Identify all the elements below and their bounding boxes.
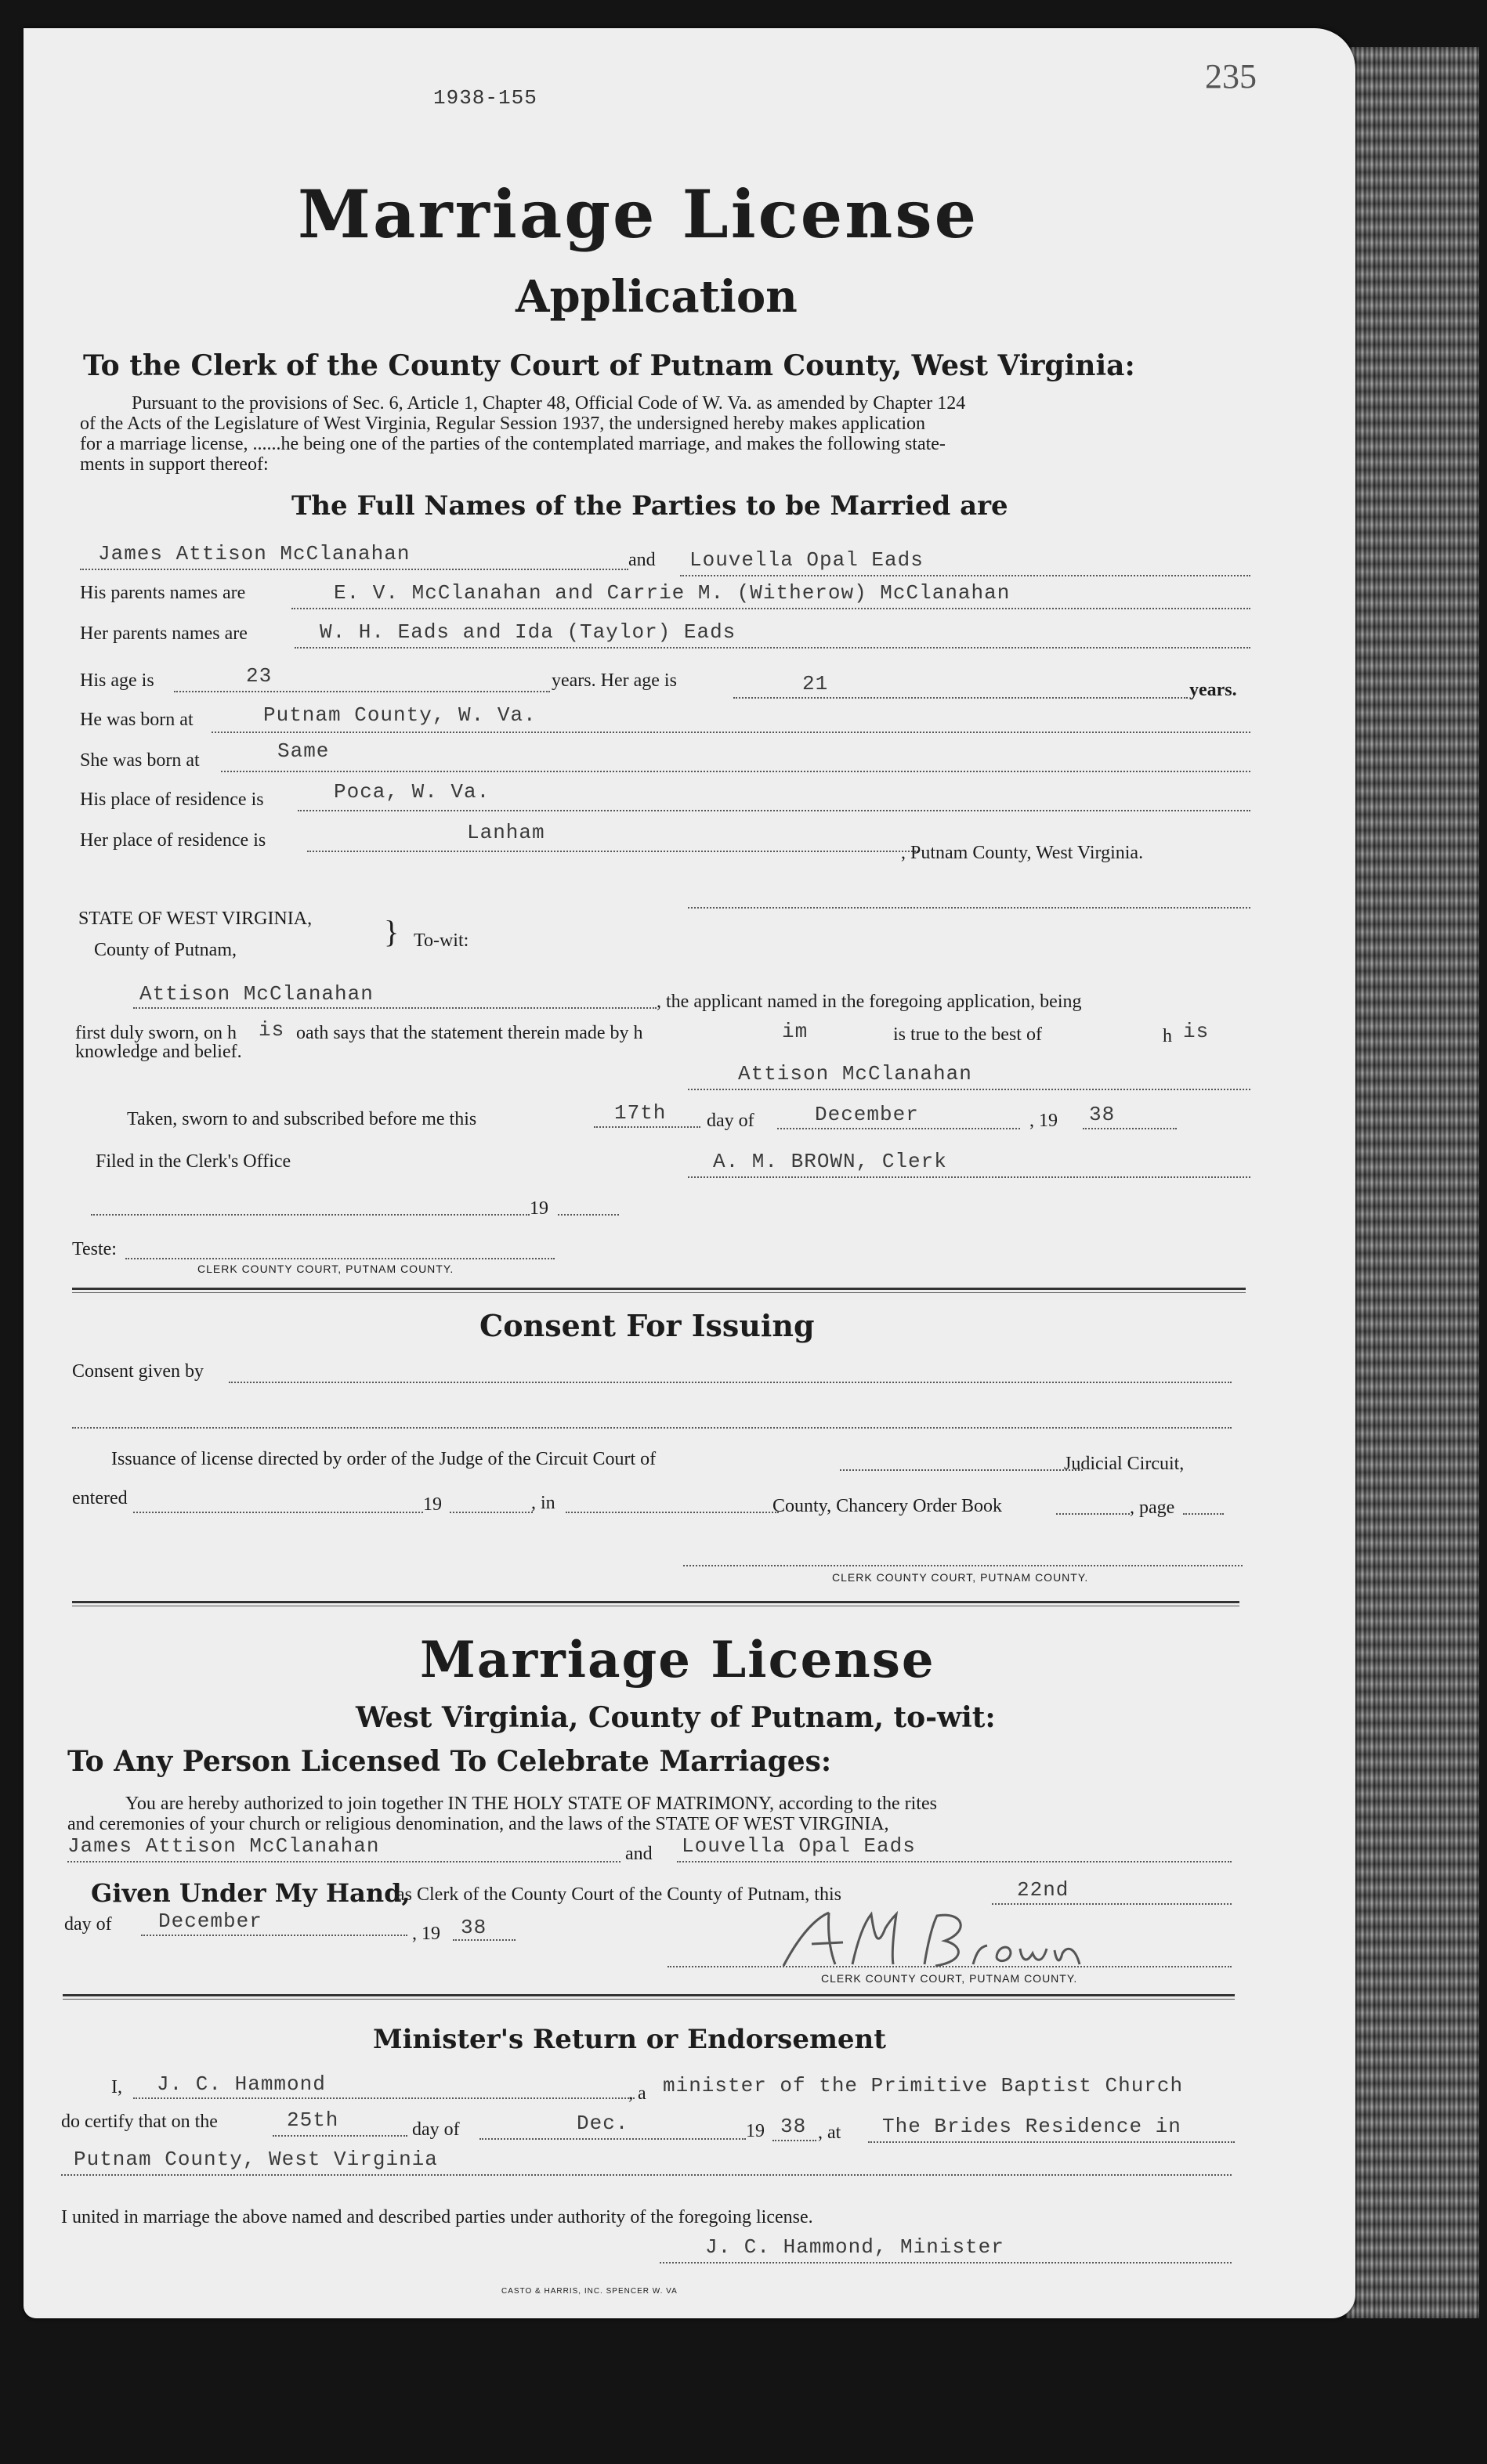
register-number: 1938-155 xyxy=(433,86,537,110)
applicant-signature-line xyxy=(688,1089,1250,1090)
oath-line-2d: im xyxy=(782,1020,809,1043)
minister-signature: J. C. Hammond, Minister xyxy=(705,2235,1004,2259)
oath-line-3: knowledge and belief. xyxy=(75,1042,242,1062)
minister-month: Dec. xyxy=(577,2112,629,2135)
certify-label: do certify that on the xyxy=(61,2112,218,2132)
county-book-label: County, Chancery Order Book xyxy=(772,1496,1003,1516)
section-divider-3 xyxy=(63,1994,1235,2000)
state-line: STATE OF WEST VIRGINIA, xyxy=(78,909,313,929)
minister-month-line xyxy=(479,2138,746,2140)
license-bride: Louvella Opal Eads xyxy=(682,1834,916,1858)
his-residence-label: His place of residence is xyxy=(80,789,264,810)
his-age-value: 23 xyxy=(246,664,273,688)
in-label: , in xyxy=(531,1493,555,1513)
filed-nineteen: 19 xyxy=(530,1198,548,1219)
entered-date-line xyxy=(133,1512,423,1513)
sworn-day: 17th xyxy=(614,1101,667,1125)
consent-extra-line xyxy=(72,1427,1232,1429)
issuance-label: Issuance of license directed by order of the Judge of the Circuit Court of xyxy=(111,1449,657,1469)
she-born-line xyxy=(221,771,1250,772)
consent-clerk-line xyxy=(683,1565,1243,1566)
oath-line-2g: is xyxy=(1183,1020,1210,1043)
clerk-address: To the Clerk of the County Court of Putnam County, West Virginia: xyxy=(83,349,1135,382)
her-residence-value: Lanham xyxy=(467,821,545,844)
minister-role: minister of the Primitive Baptist Church xyxy=(663,2074,1184,2097)
preamble-line-1: Pursuant to the provisions of Sec. 6, Article 1, Chapter 48, Official Code of W. Va. as amended by Chapter 124 xyxy=(132,393,966,414)
entered-label: entered xyxy=(72,1488,128,1508)
parties-heading: The Full Names of the Parties to be Married are xyxy=(291,490,1008,522)
her-age-label: years. Her age is xyxy=(552,670,677,691)
given-month: December xyxy=(158,1909,262,1933)
page-line xyxy=(1183,1513,1224,1515)
her-residence-label: Her place of residence is xyxy=(80,830,266,851)
her-age-line xyxy=(733,697,1188,699)
she-born-value: Same xyxy=(277,739,330,763)
entered-year-line xyxy=(450,1512,533,1513)
book-line xyxy=(1056,1513,1130,1515)
years-label: years. xyxy=(1189,680,1237,700)
oath-line-1: , the applicant named in the foregoing application, being xyxy=(657,992,1082,1012)
license-title: Marriage License xyxy=(420,1631,935,1689)
license-nineteen: , 19 xyxy=(412,1924,440,1944)
she-born-label: She was born at xyxy=(80,750,200,771)
applicant-line xyxy=(133,1007,657,1009)
entered-nineteen: 19 xyxy=(423,1494,442,1515)
license-groom-line xyxy=(67,1861,620,1862)
given-text: as Clerk of the County Court of the County of Putnam, this xyxy=(396,1884,841,1905)
his-age-line xyxy=(174,691,550,692)
consent-given-label: Consent given by xyxy=(72,1361,204,1382)
he-born-value: Putnam County, W. Va. xyxy=(263,703,537,727)
his-parents-label: His parents names are xyxy=(80,583,246,603)
license-address: To Any Person Licensed To Celebrate Marriages: xyxy=(67,1745,832,1778)
bride-name: Louvella Opal Eads xyxy=(689,548,924,572)
sworn-day-of-label: day of xyxy=(707,1111,754,1131)
page-number: 235 xyxy=(1205,57,1257,96)
county-line: County of Putnam, xyxy=(94,940,237,960)
preamble-line-2: of the Acts of the Legislature of West Virginia, Regular Session 1937, the undersigned hereby makes application xyxy=(80,414,926,434)
clerk-name-line xyxy=(688,1176,1250,1178)
applicant-signature: Attison McClanahan xyxy=(738,1062,972,1086)
book-page-edges-shading xyxy=(1346,47,1479,2318)
and-label: and xyxy=(628,550,656,570)
minister-place-line-1 xyxy=(868,2141,1235,2143)
oath-line-2f: h xyxy=(1163,1026,1172,1046)
he-born-label: He was born at xyxy=(80,710,194,730)
teste-clerk-caption: CLERK COUNTY COURT, PUTNAM COUNTY. xyxy=(197,1263,454,1275)
register-page xyxy=(24,28,1355,2318)
sworn-day-line xyxy=(594,1126,700,1128)
groom-name: James Attison McClanahan xyxy=(98,542,411,565)
given-under-hand: Given Under My Hand, xyxy=(91,1878,411,1908)
her-parents-value: W. H. Eads and Ida (Taylor) Eads xyxy=(320,620,736,644)
sworn-year-line xyxy=(1083,1128,1177,1129)
minister-place-1: The Brides Residence in xyxy=(882,2115,1181,2138)
consent-heading: Consent For Issuing xyxy=(479,1308,815,1343)
in-county-line xyxy=(566,1512,779,1513)
minister-place-2: Putnam County, West Virginia xyxy=(74,2148,438,2171)
minister-year-line xyxy=(772,2140,816,2141)
groom-name-line xyxy=(80,569,628,570)
oath-line-2c: oath says that the statement therein made by h xyxy=(296,1023,643,1043)
sworn-nineteen: , 19 xyxy=(1029,1111,1058,1131)
minister-nineteen: 19 xyxy=(746,2121,765,2141)
extra-residence-line xyxy=(688,907,1250,909)
minister-signature-line xyxy=(660,2262,1232,2263)
brace-mark: } xyxy=(384,914,400,949)
license-day-of-label: day of xyxy=(64,1914,112,1935)
clerk-name: A. M. BROWN, Clerk xyxy=(713,1150,947,1173)
section-divider-2 xyxy=(72,1601,1239,1606)
he-born-line xyxy=(212,732,1250,733)
oath-line-2e: is true to the best of xyxy=(893,1024,1042,1045)
sworn-month-line xyxy=(777,1128,1020,1129)
teste-line xyxy=(125,1258,555,1259)
minister-a-label: , a xyxy=(628,2083,646,2104)
oath-line-2a: first duly sworn, on h xyxy=(75,1023,237,1043)
his-residence-value: Poca, W. Va. xyxy=(334,780,490,804)
oath-line-2b: is xyxy=(259,1018,285,1042)
consent-clerk-caption: CLERK COUNTY COURT, PUTNAM COUNTY. xyxy=(832,1571,1089,1584)
license-and-label: and xyxy=(625,1844,653,1864)
given-year: 38 xyxy=(461,1916,487,1939)
judicial-circuit-label: Judicial Circuit, xyxy=(1064,1454,1185,1474)
preamble-line-4: ments in support thereof: xyxy=(80,454,269,475)
page-label: , page xyxy=(1130,1498,1175,1518)
his-parents-line xyxy=(291,608,1250,609)
license-body-1: You are hereby authorized to join together IN THE HOLY STATE OF MATRIMONY, according to the rites xyxy=(125,1794,937,1814)
section-divider-1 xyxy=(72,1288,1246,1293)
sworn-year: 38 xyxy=(1089,1103,1116,1126)
sworn-label: Taken, sworn to and subscribed before me this xyxy=(127,1109,477,1129)
license-bride-line xyxy=(677,1861,1232,1862)
minister-i-label: I, xyxy=(111,2077,122,2097)
license-body-2: and ceremonies of your church or religious denomination, and the laws of the STATE OF WEST VIRGINIA, xyxy=(67,1814,889,1834)
license-clerk-caption: CLERK COUNTY COURT, PUTNAM COUNTY. xyxy=(821,1972,1078,1985)
consent-given-line xyxy=(229,1382,1232,1383)
teste-label: Teste: xyxy=(72,1239,117,1259)
her-age-value: 21 xyxy=(802,672,829,695)
clerk-signature xyxy=(768,1905,1113,1975)
circuit-line xyxy=(840,1469,1083,1471)
her-parents-label: Her parents names are xyxy=(80,623,248,644)
united-text: I united in marriage the above named and described parties under authority of the foregoing license. xyxy=(61,2207,813,2227)
towit-label: To-wit: xyxy=(414,930,469,951)
his-parents-value: E. V. McClanahan and Carrie M. (Witherow) McClanahan xyxy=(334,581,1011,605)
applicant-name: Attison McClanahan xyxy=(139,982,374,1006)
bride-name-line xyxy=(680,575,1250,576)
filed-year-line xyxy=(558,1214,619,1216)
preamble-line-3: for a marriage license, ......he being one of the parties of the contemplated marriage, and makes the following state- xyxy=(80,434,946,454)
county-state-suffix: , Putnam County, West Virginia. xyxy=(901,843,1144,863)
minister-at-label: , at xyxy=(818,2123,841,2143)
minister-day-line xyxy=(273,2135,407,2137)
minister-heading: Minister's Return or Endorsement xyxy=(373,2024,886,2055)
her-parents-line xyxy=(295,647,1250,649)
printer-imprint: CASTO & HARRIS, INC. SPENCER W. VA xyxy=(501,2287,678,2296)
given-year-line xyxy=(453,1939,516,1941)
minister-year: 38 xyxy=(780,2115,807,2138)
clerk-signature-line xyxy=(668,1966,1232,1967)
minister-name: J. C. Hammond xyxy=(157,2072,326,2096)
license-groom: James Attison McClanahan xyxy=(67,1834,380,1858)
license-subtitle: West Virginia, County of Putnam, to-wit: xyxy=(356,1701,996,1734)
her-residence-line xyxy=(307,851,918,852)
application-subtitle: Application xyxy=(516,271,798,323)
application-title: Marriage License xyxy=(298,175,979,253)
his-residence-line xyxy=(298,810,1250,811)
filed-date-line xyxy=(91,1214,530,1216)
his-age-label: His age is xyxy=(80,670,154,691)
given-month-line xyxy=(141,1935,407,1936)
filed-label: Filed in the Clerk's Office xyxy=(96,1151,291,1172)
minister-place-line-2 xyxy=(61,2174,1232,2176)
minister-day-of-label: day of xyxy=(412,2119,460,2140)
given-day: 22nd xyxy=(1017,1878,1069,1902)
minister-name-line xyxy=(133,2097,635,2099)
minister-day: 25th xyxy=(287,2108,339,2132)
sworn-month: December xyxy=(815,1103,919,1126)
